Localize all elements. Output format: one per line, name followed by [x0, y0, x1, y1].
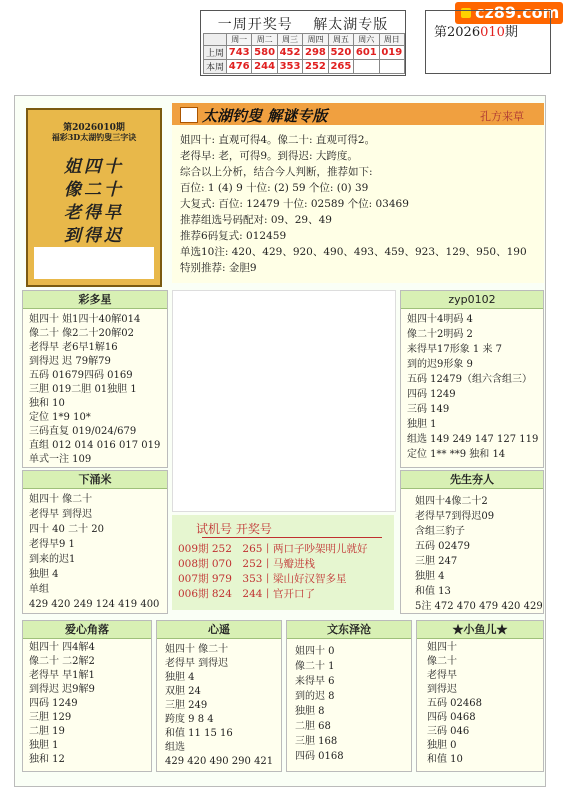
box-line: 老得早 早1解1 — [29, 670, 95, 681]
box-line: 独胆 4 — [165, 672, 195, 683]
xiaoyuer-box — [416, 620, 544, 772]
box-title: 文东泽沧 — [287, 621, 411, 639]
riddle-line: 老得早 — [64, 203, 124, 223]
box-line: 像二十 1 — [295, 661, 335, 672]
weekly-draw-table — [203, 33, 405, 74]
trial-row: 008期 070 252丨马瓣进栈 — [178, 558, 315, 570]
issue-number-box — [425, 10, 551, 74]
draw-cell: 019 — [379, 46, 404, 60]
box-line: 五码 02479 — [415, 541, 470, 552]
box-line: 独胆 0 — [427, 740, 457, 751]
day-cell: 周日 — [379, 34, 404, 46]
box-line: 老得早 到得迟 — [165, 658, 229, 669]
day-cell: 周四 — [303, 34, 328, 46]
box-line: 老得早 老6早1解16 — [29, 342, 118, 353]
box-title: 心遥 — [157, 621, 281, 639]
draw-cell: 252 — [303, 60, 328, 74]
box-line: 和值 13 — [415, 586, 451, 597]
weekly-draw-title: 一周开奖号 解太湖专版 — [217, 17, 389, 33]
box-line: 三胆 168 — [295, 736, 338, 747]
box-line: 定位 1*9 10* — [29, 412, 91, 423]
box-line: 三胆 129 — [29, 712, 72, 723]
box-line: 三码 149 — [407, 404, 450, 415]
xianshengren-box — [400, 470, 544, 614]
trial-row: 006期 824 244丨官开口了 — [178, 588, 315, 600]
analysis-line: 单选10注: 420、429、920、490、493、459、923、129、950、190 — [180, 246, 527, 258]
box-line: 四十 40 二十 20 — [29, 524, 104, 535]
issue-prefix: 第2026 — [434, 25, 481, 40]
draw-cell — [379, 60, 404, 74]
box-line: 到得迟 迟9解9 — [29, 684, 95, 695]
box-line: 五码 02468 — [427, 698, 482, 709]
draw-cell: 601 — [354, 46, 379, 60]
corner-cell — [204, 34, 227, 46]
box-line: 老得早 — [427, 670, 457, 681]
box-line: 独胆 1 — [407, 419, 437, 430]
box-line: 到的迟9形象 9 — [407, 359, 473, 370]
box-line: 三胆 019二胆 01独胆 1 — [29, 384, 137, 395]
box-line: 到得迟 迟 79解79 — [29, 356, 111, 367]
box-line: 姐四十4像二十2 — [415, 496, 488, 507]
card-blank-area — [34, 247, 154, 279]
trial-title: 试机号 开奖号 — [196, 522, 272, 536]
box-line: 到得迟 — [427, 684, 457, 695]
box-title: 下涌米 — [23, 471, 167, 489]
box-line: 三胆 249 — [165, 700, 208, 711]
box-line: 像二十 二2解2 — [29, 656, 95, 667]
draw-cell: 298 — [303, 46, 328, 60]
box-line: 四码 0468 — [427, 712, 476, 723]
issue-number — [434, 21, 518, 40]
box-line: 老得早9 1 — [29, 539, 75, 550]
xinyao-box — [156, 620, 282, 772]
analysis-line: 综合以上分析，结合今人判断，推荐如下: — [180, 166, 373, 178]
this-week-row — [204, 60, 405, 74]
day-cell: 周二 — [252, 34, 277, 46]
box-line: 独胆 4 — [29, 569, 59, 580]
draw-cell: 520 — [328, 46, 353, 60]
analysis-line: 大复式: 百位: 12479 十位: 02589 个位: 03469 — [180, 198, 409, 210]
aixin-box — [22, 620, 152, 772]
riddle-card — [26, 108, 162, 287]
box-line: 三胆 247 — [415, 556, 458, 567]
box-line: 双胆 24 — [165, 686, 201, 697]
divider — [202, 537, 382, 538]
day-cell: 周六 — [354, 34, 379, 46]
draw-cell: 743 — [226, 46, 251, 60]
box-line: 和值 11 15 16 — [165, 728, 233, 739]
box-line: 单式一注 109 — [29, 454, 92, 465]
box-line: 429 420 249 124 419 400 — [29, 599, 160, 610]
box-line: 组选 — [165, 742, 185, 753]
banner-title: 太湖钓叟 解谜专版 — [202, 107, 328, 125]
box-line: 姐四十 像二十 — [29, 494, 93, 505]
box-line: 老得早7到得迟09 — [415, 511, 495, 522]
box-line: 单组 — [29, 584, 49, 595]
card-issue: 第2026010期 — [63, 123, 125, 133]
analysis-line: 姐四十: 直观可得4。像二十: 直观可得2。 — [180, 134, 376, 146]
card-subtitle: 福彩3D太湖钓叟三字诀 — [51, 132, 137, 142]
box-line: 四码 1249 — [29, 698, 78, 709]
last-week-row — [204, 46, 405, 60]
issue-suffix: 期 — [504, 25, 518, 40]
box-title: zyp0102 — [401, 291, 543, 309]
box-line: 独和 10 — [29, 398, 65, 409]
draw-cell — [354, 60, 379, 74]
box-line: 组选 149 249 147 127 119 — [407, 434, 539, 445]
box-line: 5注 472 470 479 420 429 — [415, 601, 543, 612]
analysis-line: 百位: 1 (4) 9 十位: (2) 59 个位: (0) 39 — [180, 182, 369, 194]
box-line: 来得早17形象 1 来 7 — [407, 344, 502, 355]
draw-cell: 244 — [252, 60, 277, 74]
box-line: 定位 1** **9 独和 14 — [407, 449, 506, 460]
wendongmei-box — [286, 620, 412, 772]
logo-text: cz89.com — [475, 3, 560, 22]
box-line: 二胆 68 — [295, 721, 331, 732]
box-title: ★小鱼儿★ — [417, 621, 543, 639]
analysis-line: 特别推荐: 金胆9 — [180, 262, 257, 274]
draw-cell: 353 — [277, 60, 302, 74]
box-title: 先生夯人 — [401, 471, 543, 489]
box-line: 像二十 像2二十20解02 — [29, 328, 134, 339]
box-line: 三码直复 019/024/679 — [29, 426, 137, 437]
center-blank-panel — [172, 290, 396, 512]
last-week-label: 上周 — [204, 46, 227, 60]
box-line: 到来的迟1 — [29, 554, 76, 565]
analysis-panel — [172, 125, 544, 283]
xiayongmi-box — [22, 470, 168, 614]
box-line: 姐四十 — [427, 642, 457, 653]
box-line: 姐四十4明码 4 — [407, 314, 473, 325]
box-line: 三码 046 — [427, 726, 470, 737]
draw-cell: 452 — [277, 46, 302, 60]
weekly-draw-panel — [200, 10, 406, 76]
box-line: 姐四十 四4解4 — [29, 642, 95, 653]
box-line: 姐四十 像二十 — [165, 644, 229, 655]
caiduoxing-box — [22, 290, 168, 468]
box-line: 姐四十 0 — [295, 646, 335, 657]
day-cell: 周三 — [277, 34, 302, 46]
issue-num: 010 — [480, 25, 505, 40]
banner-author: 孔方来草 — [480, 110, 524, 123]
riddle-line: 姐四十 — [64, 157, 124, 177]
box-line: 直组 012 014 016 017 019 — [29, 440, 161, 451]
day-cell: 周五 — [328, 34, 353, 46]
box-line: 像二十2明码 2 — [407, 329, 473, 340]
box-line: 含组三豹子 — [415, 526, 465, 537]
box-line: 老得早 到得迟 — [29, 509, 93, 520]
box-line: 四码 0168 — [295, 751, 344, 762]
zyp-box — [400, 290, 544, 468]
box-line: 独胆 1 — [29, 740, 59, 751]
box-line: 独和 12 — [29, 754, 65, 765]
analysis-line: 推荐组选号码配对: 09、29、49 — [180, 214, 332, 226]
box-line: 429 420 490 290 421 — [165, 756, 274, 767]
this-week-label: 本周 — [204, 60, 227, 74]
box-line: 五码 01679四码 0169 — [29, 370, 133, 381]
box-line: 像二十 — [427, 656, 457, 667]
trial-number-panel — [172, 515, 394, 610]
box-line: 独胆 4 — [415, 571, 445, 582]
box-line: 四码 1249 — [407, 389, 456, 400]
day-cell: 周一 — [226, 34, 251, 46]
section-banner — [172, 103, 544, 125]
box-line: 跨度 9 8 4 — [165, 714, 214, 725]
box-title: 彩多星 — [23, 291, 167, 309]
box-line: 和值 10 — [427, 754, 463, 765]
analysis-line: 老得早: 老，可得9。到得迟: 大跨度。 — [180, 150, 358, 162]
book-icon — [180, 107, 198, 123]
riddle-line: 像二十 — [64, 180, 124, 200]
box-title: 爱心角落 — [23, 621, 151, 639]
trial-row: 009期 252 265丨两口子吵架明儿就好 — [178, 543, 368, 555]
box-line: 来得早 6 — [295, 676, 335, 687]
days-row — [204, 34, 405, 46]
analysis-line: 推荐6码复式: 012459 — [180, 230, 287, 242]
box-line: 姐四十 姐1四十40解014 — [29, 314, 141, 325]
trial-row: 007期 979 353丨梁山好汉智多星 — [178, 573, 347, 585]
box-line: 到的迟 8 — [295, 691, 335, 702]
box-line: 二胆 19 — [29, 726, 65, 737]
box-line: 独胆 8 — [295, 706, 325, 717]
draw-cell: 265 — [328, 60, 353, 74]
draw-cell: 580 — [252, 46, 277, 60]
box-line: 五码 12479（组六含组三） — [407, 374, 532, 385]
riddle-line: 到得迟 — [64, 226, 124, 246]
draw-cell: 476 — [226, 60, 251, 74]
